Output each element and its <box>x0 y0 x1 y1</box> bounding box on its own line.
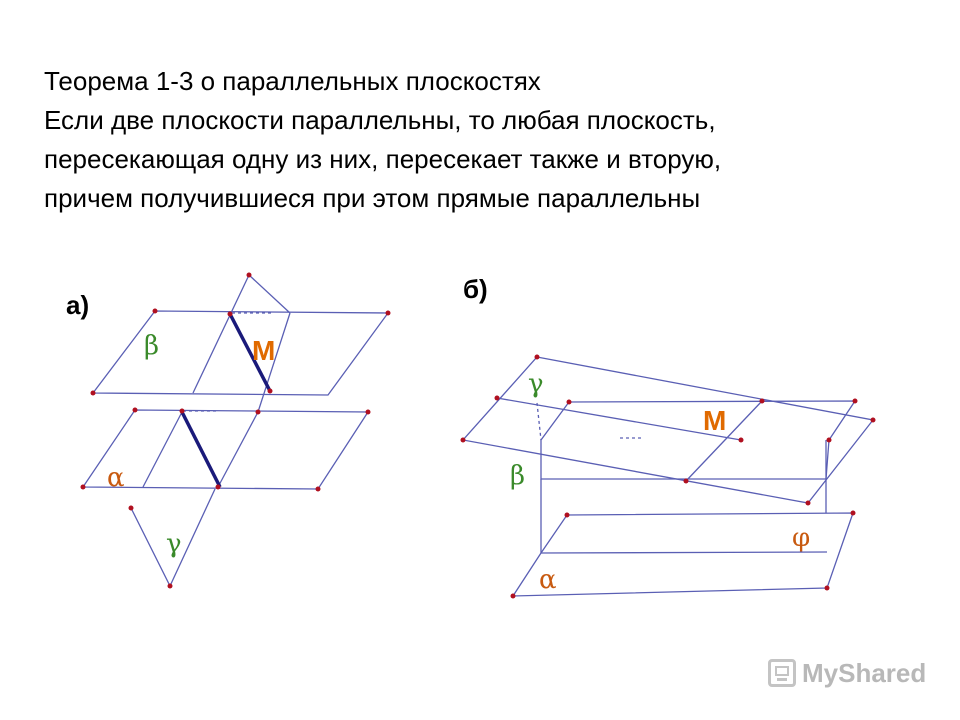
label-m-b: M <box>703 405 727 436</box>
plane-beta-b <box>541 401 855 479</box>
plane-gamma-a-upper <box>249 275 290 313</box>
plane-beta-a <box>93 311 388 395</box>
theorem-title: Теорема 1-3 о параллельных плоскостях <box>44 66 541 96</box>
plane-gamma-a-edge-left-mid <box>143 412 182 487</box>
label-beta-b: β <box>510 461 526 491</box>
intersection-line-alpha-a <box>182 412 220 487</box>
hidden-vertical-b <box>537 403 541 440</box>
label-alpha-a: α <box>107 463 125 493</box>
watermark-text: MyShared <box>802 657 927 688</box>
plane-gamma-a-edge-left-bottom <box>131 508 170 586</box>
label-m-a: M <box>252 335 276 366</box>
label-alpha-b: α <box>539 565 557 595</box>
watermark <box>768 656 926 690</box>
figure-b-label: б) <box>463 274 488 304</box>
theorem-line-3: причем получившиеся при этом прямые параллельны <box>44 183 701 213</box>
figure-a-label: а) <box>66 290 90 320</box>
label-gamma-b: γ <box>528 369 544 399</box>
myshared-icon <box>768 659 796 687</box>
points-a <box>81 273 391 589</box>
label-beta-a: β <box>144 331 160 361</box>
plane-phi-b <box>541 552 827 553</box>
label-phi-b: φ <box>792 523 811 553</box>
theorem-line-2: пересекающая одну из них, пересекает также и вторую, <box>44 144 722 174</box>
label-gamma-a: γ <box>166 529 182 559</box>
plane-alpha-a <box>83 410 368 489</box>
plane-gamma-a-edge-right-bottom <box>218 412 258 487</box>
theorem-line-1: Если две плоскости параллельны, то любая плоскость, <box>44 105 716 135</box>
